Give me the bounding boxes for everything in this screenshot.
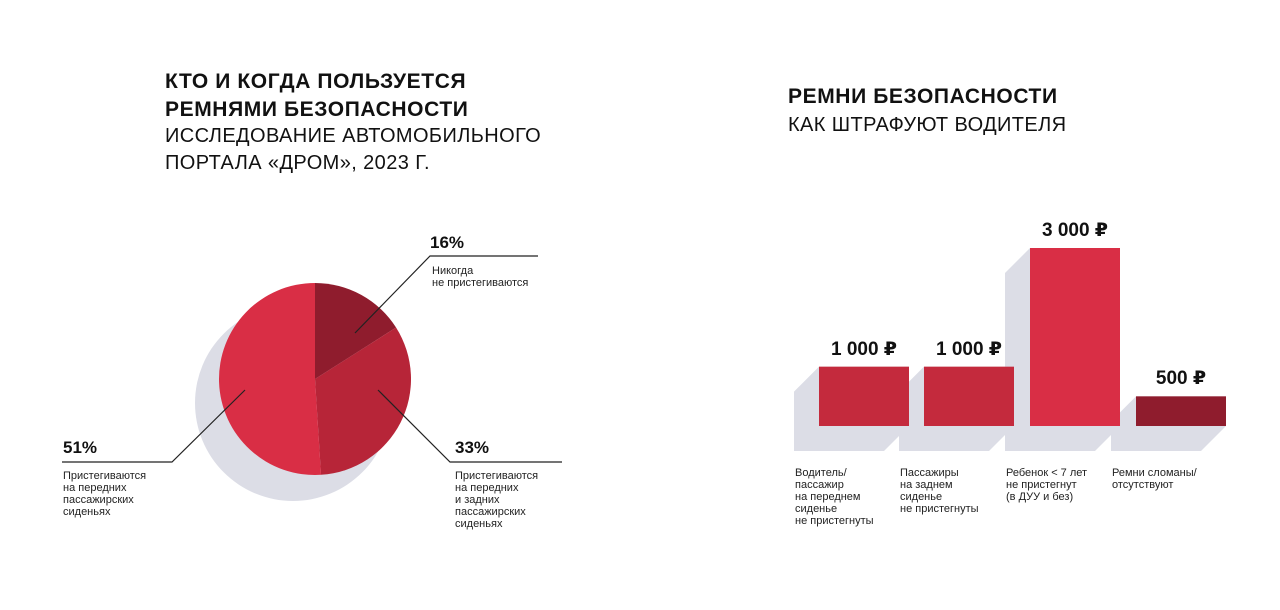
bar-4 <box>1136 396 1226 426</box>
bar-value-label-4: 500 ₽ <box>1155 368 1207 390</box>
bar-value-label-1: 1 000 ₽ <box>830 338 898 360</box>
bar-category-label-2: Пассажиры на заднем сиденье не пристегнуты <box>900 467 979 515</box>
bar-chart-panel <box>640 0 1280 610</box>
bar-1 <box>819 367 909 426</box>
bar-value-label-3: 3 000 ₽ <box>1041 220 1109 241</box>
slice-label-never: 16% <box>430 233 465 252</box>
bar-category-label-3: Ребенок < 7 лет не пристегнут (в ДУУ и без) <box>1006 467 1088 503</box>
slice-desc-front: Пристегиваются на передних пассажирских сиденьях <box>63 470 147 518</box>
slice-label-front: 51% <box>63 438 98 457</box>
bar-2 <box>924 367 1014 426</box>
bar-category-label-1: Водитель/ пассажир на переднем сиденье не пристегнуты <box>795 467 874 527</box>
bar-value-label-2: 1 000 ₽ <box>935 338 1003 360</box>
bar-title: РЕМНИ БЕЗОПАСНОСТИ <box>788 85 1058 108</box>
pie-subtitle-line2: ПОРТАЛА «ДРОМ», 2023 Г. <box>165 152 430 174</box>
pie-subtitle-line1: ИССЛЕДОВАНИЕ АВТОМОБИЛЬНОГО <box>165 125 542 147</box>
slice-desc-front-and-rear: Пристегиваются на передних и задних пассажирских сиденьях <box>455 470 539 530</box>
bar-chart <box>640 0 1280 610</box>
pie-title-line1: КТО И КОГДА ПОЛЬЗУЕТСЯ <box>165 70 467 93</box>
slice-label-front-and-rear: 33% <box>455 438 490 457</box>
bar-3 <box>1030 248 1120 426</box>
slice-desc-never: Никогда не пристегиваются <box>432 265 529 289</box>
pie-title-line2: РЕМНЯМИ БЕЗОПАСНОСТИ <box>165 98 469 121</box>
bar-category-label-4: Ремни сломаны/ отсутствуют <box>1112 467 1197 491</box>
bar-subtitle: КАК ШТРАФУЮТ ВОДИТЕЛЯ <box>788 114 1067 136</box>
